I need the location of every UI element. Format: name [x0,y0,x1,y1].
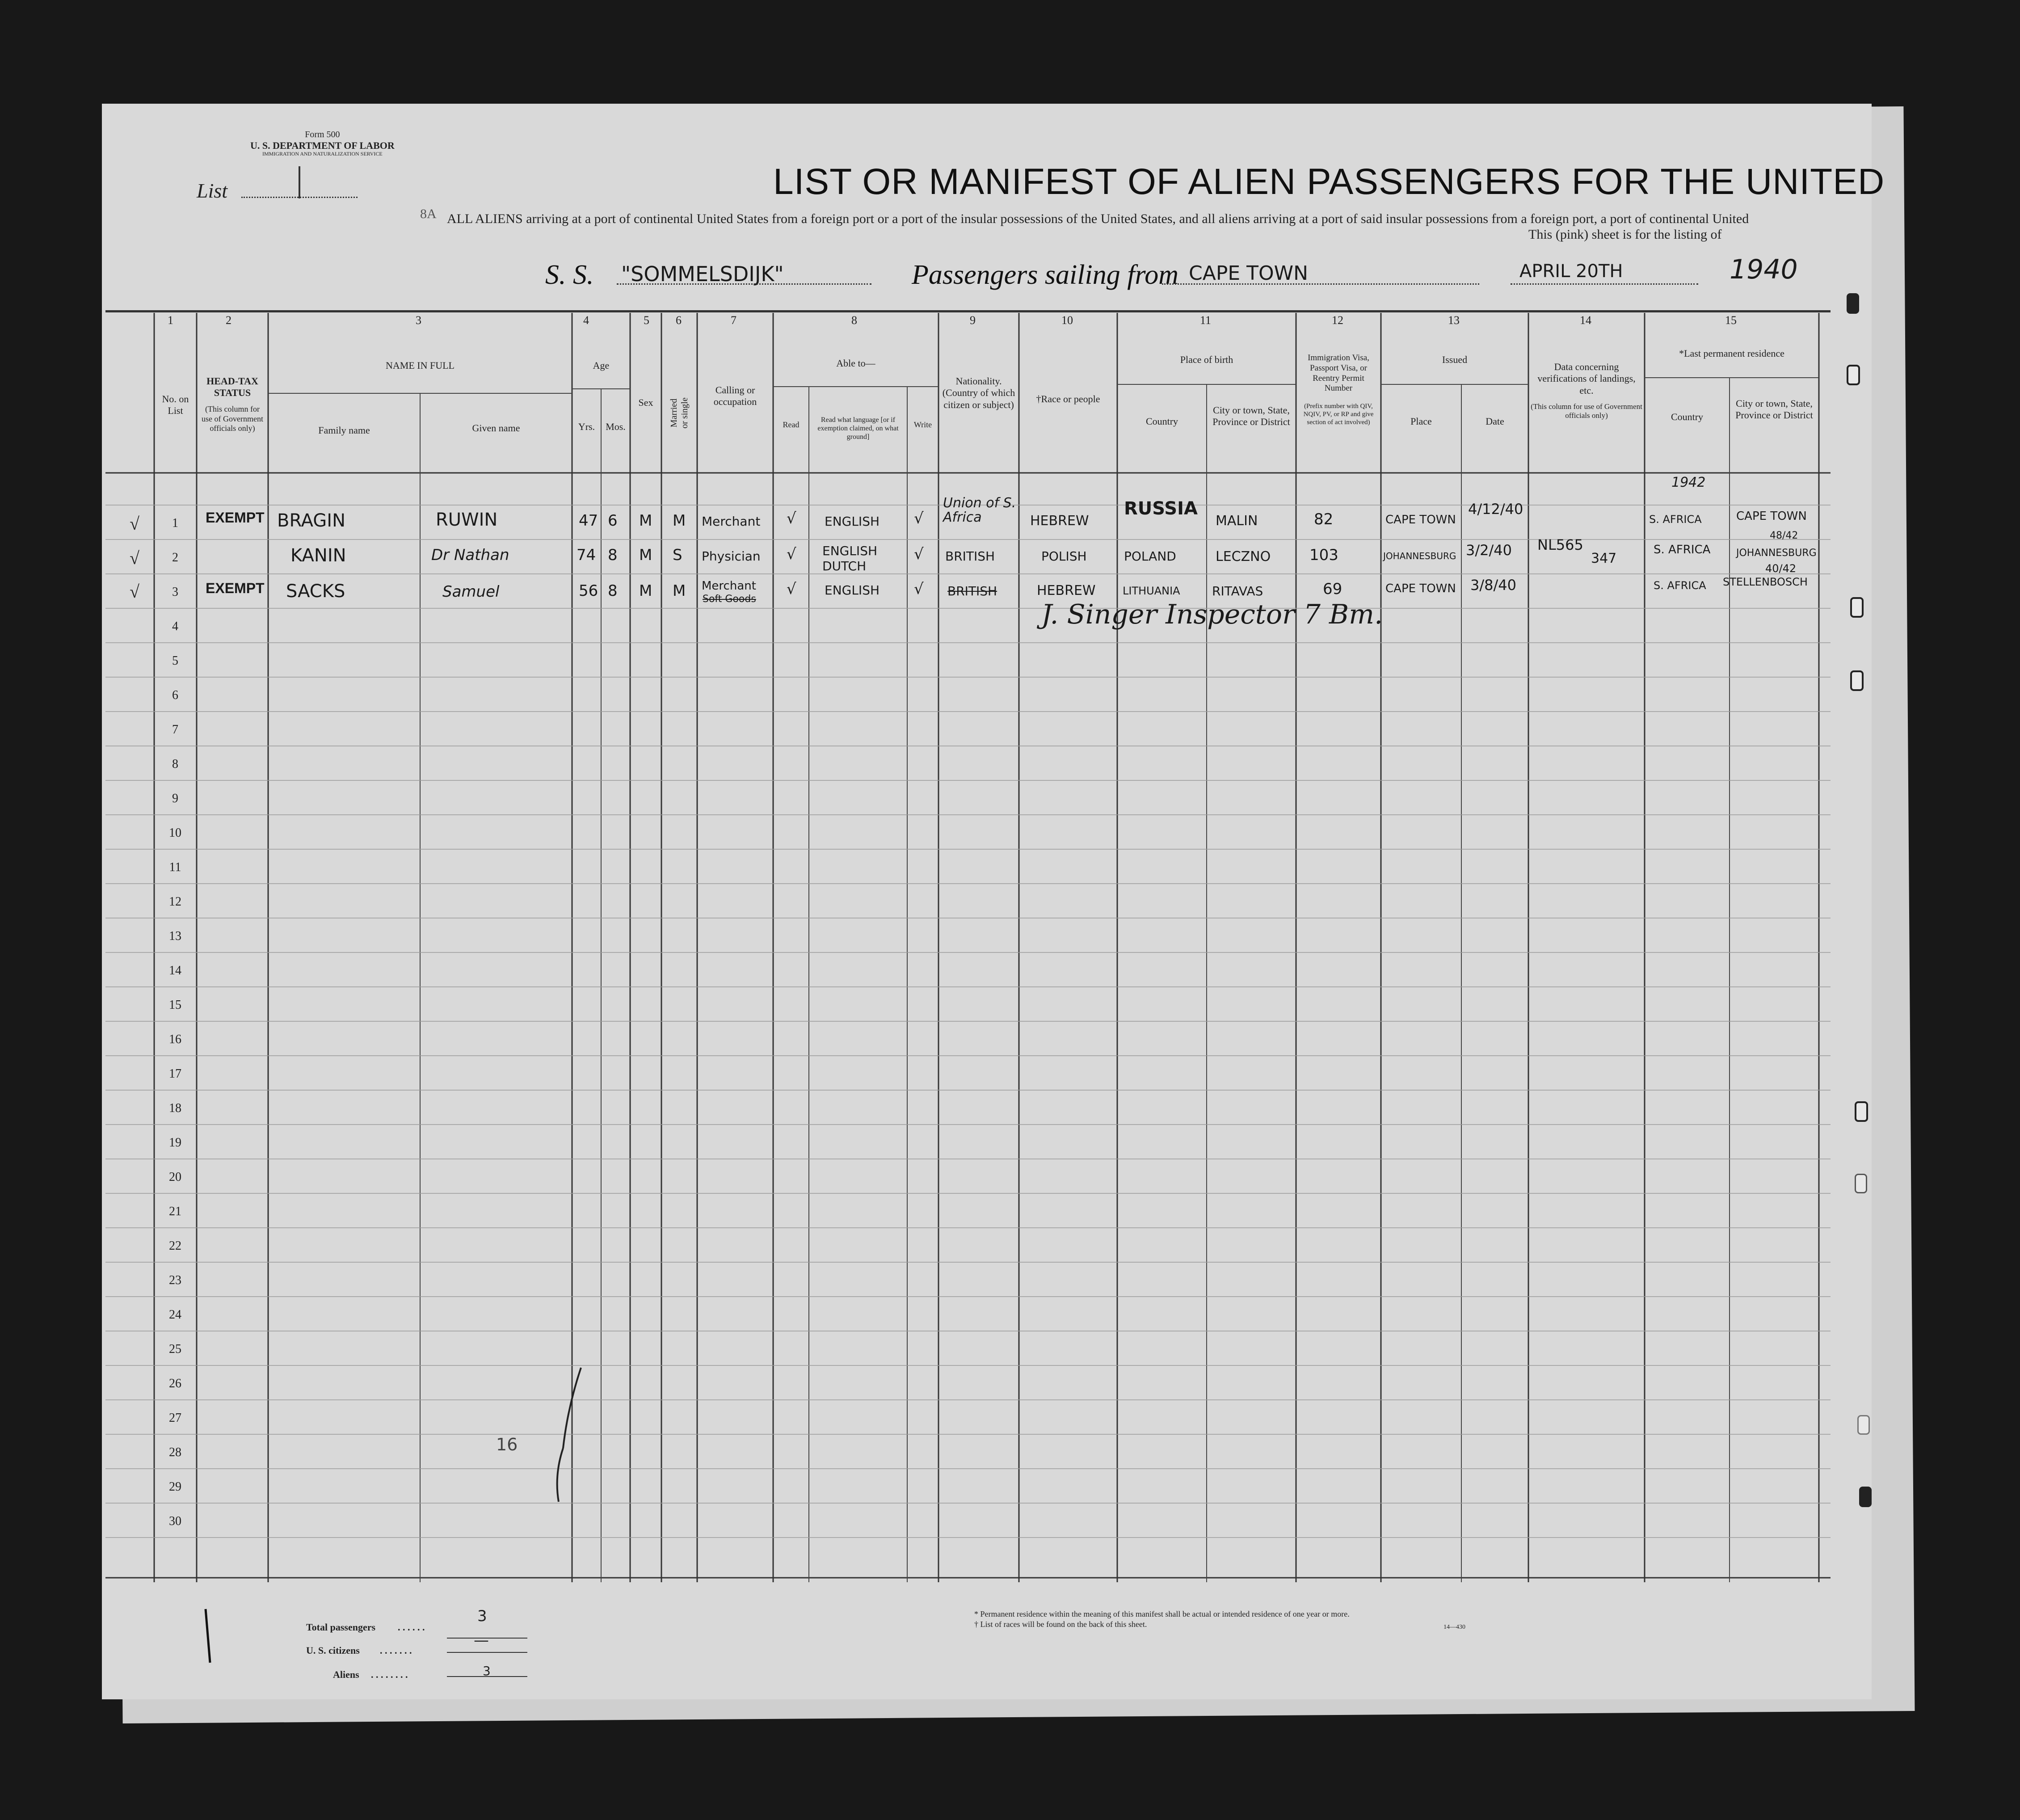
read: √ [787,580,796,598]
subtitle-2: This (pink) sheet is for the listing of [1528,227,1722,242]
language: ENGLISH [822,543,878,558]
nationality: BRITISH [947,584,997,598]
header-birth: Place of birth [1180,354,1233,365]
col-num-10: 10 [1061,314,1073,327]
sailing-label: Passengers sailing from [912,260,1179,290]
given-name: RUWIN [436,510,498,530]
binder-hole [1855,1101,1868,1122]
race: HEBREW [1037,583,1096,598]
visa-number: 69 [1323,580,1342,598]
col-num-13: 13 [1448,314,1460,327]
birth-country: LITHUANIA [1123,585,1180,597]
header-nationality: Nationality. (Country of which citizen or subject) [942,375,1015,410]
service: IMMIGRATION AND NATURALIZATION SERVICE [262,151,383,157]
sex: M [639,582,652,600]
race: HEBREW [1030,513,1089,529]
header-able: Able to— [836,358,875,369]
ship-name: "SOMMELSDIJK" [621,262,784,286]
calling: Physician [702,549,761,564]
check-mark: √ [130,581,139,602]
col-num-2: 2 [226,314,231,327]
col-num-1: 1 [168,314,173,327]
verification: NL565 [1537,536,1583,553]
col-num-9: 9 [970,314,976,327]
binder-hole [1857,1415,1870,1435]
check-mark: √ [130,548,139,568]
col-num-5: 5 [644,314,649,327]
row-number: 13 [169,929,181,943]
header-race: †Race or people [1036,393,1100,404]
row-number: 4 [172,619,178,633]
read: √ [787,545,796,563]
header-mos: Mos. [606,421,626,432]
row-number: 23 [169,1273,181,1287]
header-calling: Calling or occupation [713,384,757,408]
calling-note: Soft Goods [703,594,756,605]
res-note-48-42: 48/42 [1770,530,1798,541]
header-issued-place: Place [1410,416,1432,427]
us-citizens-label: U. S. citizens [306,1645,360,1656]
inspector-signature: J. Singer Inspector 7 Bm. [1041,599,1383,630]
family-name: KANIN [290,545,346,566]
race: POLISH [1041,549,1087,564]
family-name: SACKS [286,581,345,602]
header-write: Write [913,420,932,429]
row-number: 1 [172,516,178,530]
given-name: Dr Nathan [431,546,509,564]
header-issued: Issued [1442,354,1468,365]
res-note-40-42: 40/42 [1765,562,1797,575]
row-number: 26 [169,1377,181,1390]
citizens-dots: . . . . . . . [380,1645,412,1656]
total-passengers: 3 [477,1607,487,1625]
age-years: 47 [579,512,598,530]
col-num-15: 15 [1725,314,1737,327]
form-code: 14—430 [1443,1624,1465,1630]
header-verif-note: (This column for use of Government officials only) [1531,402,1642,420]
issued-place: JOHANNESBURG [1383,551,1456,561]
col-num-8: 8 [851,314,857,327]
row-number: 19 [169,1136,181,1150]
headtax-status: EXEMPT [206,510,265,526]
row-number: 6 [172,688,178,702]
header-res-city: City or town, State, Province or District [1735,398,1813,421]
header-family: Family name [318,425,370,436]
corner-mark: 8A [420,206,437,221]
departure-date: APRIL 20TH [1519,261,1623,282]
birth-city: LECZNO [1216,549,1271,565]
row-number: 10 [169,826,181,840]
binder-hole [1850,670,1864,691]
birth-country: POLAND [1124,549,1176,564]
nationality: Union of S. Africa [943,495,1016,525]
calling: Merchant [702,514,761,529]
given-name: Samuel [442,583,500,601]
check-mark: √ [130,514,139,534]
res-city: STELLENBOSCH [1723,576,1808,588]
total-dots: . . . . . . [398,1622,425,1633]
form-number: Form 500 [305,130,340,139]
col-num-7: 7 [731,314,736,327]
nationality: BRITISH [945,549,995,564]
header-res-country: Country [1671,411,1704,422]
sex: M [639,546,652,564]
header-age: Age [593,360,610,371]
res-note-1942: 1942 [1671,475,1706,490]
issued-place: CAPE TOWN [1385,513,1456,527]
binder-hole [1855,1174,1867,1193]
header-birth-city: City or town, State, Province or District [1212,404,1290,428]
issued-date: 3/2/40 [1466,542,1512,559]
binder-hole [1847,365,1860,385]
binder-hole [1850,597,1864,618]
birth-city: MALIN [1216,513,1258,529]
row-number: 3 [172,585,178,599]
row-number: 30 [169,1514,181,1528]
aliens-dots: . . . . . . . . [371,1669,408,1680]
row-number: 8 [172,757,178,771]
res-country: S. AFRICA [1654,579,1706,592]
row-number: 11 [169,860,181,874]
headtax-status: EXEMPT [206,580,265,596]
married: M [673,512,686,530]
header-birth-country: Country [1145,416,1178,427]
row-number: 28 [169,1445,181,1459]
write: √ [914,545,924,563]
departure-port: CAPE TOWN [1189,262,1309,285]
header-headtax: HEAD-TAX STATUS [206,375,258,399]
ss-label: S. S. [545,260,594,290]
row-number: 2 [172,551,178,565]
aliens-label: Aliens [333,1669,359,1680]
header-headtax-note: (This column for use of Government officials only) [202,404,263,433]
calling: Merchant [702,579,756,593]
us-citizens: — [474,1631,489,1649]
row-number: 7 [172,723,178,737]
read: √ [787,510,796,527]
binder-hole [1847,293,1859,314]
mark-16: 16 [496,1435,518,1454]
aliens-line [447,1676,527,1677]
header-issued-date: Date [1486,416,1504,427]
issued-date: 4/12/40 [1468,501,1523,518]
binder-hole [1859,1487,1872,1507]
age-years: 74 [577,546,596,564]
total-line [447,1638,527,1639]
language: ENGLISH [825,583,880,598]
row-number: 20 [169,1170,181,1184]
row-number: 12 [169,895,181,909]
row-number: 21 [169,1205,181,1218]
language-2: DUTCH [822,559,867,573]
res-city: JOHANNESBURG [1736,548,1817,559]
family-name: BRAGIN [277,510,345,531]
list-label: List [197,179,228,202]
age-years: 56 [579,582,598,600]
subtitle: ALL ALIENS arriving at a port of continental United States from a foreign port or a port of the insular possessions of the United States, and all aliens arriving at a port of said insular possessions from a foreign port, a port of continental United [447,211,1749,226]
row-number: 18 [169,1101,181,1115]
total-passengers-label: Total passengers [306,1622,376,1633]
sex: M [639,512,652,530]
footnotes [974,1609,1350,1629]
write: √ [914,510,924,527]
header-residence: *Last permanent residence [1679,348,1784,359]
age-months: 8 [608,546,618,564]
row-number: 27 [169,1411,181,1425]
issued-date: 3/8/40 [1470,577,1516,594]
col-num-12: 12 [1332,314,1343,327]
res-country: S. AFRICA [1649,513,1702,526]
footnote-races: † List of races will be found on the back of this sheet. [974,1619,1147,1629]
age-months: 6 [608,512,618,530]
row-number: 24 [169,1308,181,1322]
row-number: 22 [169,1239,181,1253]
row-number: 15 [169,998,181,1012]
header-visa-note: (Prefix number with QIV, NQIV, PV, or RP and give section of act involved) [1303,403,1374,426]
row-number: 9 [172,792,178,805]
visa-number: 82 [1314,510,1334,528]
col-num-14: 14 [1580,314,1591,327]
departure-year: 1940 [1730,254,1798,285]
page-title: LIST OR MANIFEST OF ALIEN PASSENGERS FOR THE UNITED [773,161,1885,202]
birth-country: RUSSIA [1124,498,1198,519]
married: M [673,582,686,600]
verification-2: 347 [1591,551,1617,566]
language: ENGLISH [825,514,880,529]
issued-place: CAPE TOWN [1385,582,1456,595]
header-verif: Data concerning verifications of landings, etc. [1537,361,1636,396]
col-num-6: 6 [676,314,682,327]
row-number: 25 [169,1342,181,1356]
header-married: Married or single [669,397,690,429]
header-given: Given name [472,422,520,434]
birth-city: RITAVAS [1212,584,1263,598]
row-number: 17 [169,1067,181,1081]
header-read: Read [783,420,800,429]
department: U. S. DEPARTMENT OF LABOR [250,140,395,151]
aliens: 3 [483,1664,491,1678]
col-num-11: 11 [1200,314,1212,327]
citizens-line [447,1652,527,1653]
header-no: No. on List [162,393,189,417]
res-country: S. AFRICA [1654,543,1711,556]
visa-number: 103 [1309,546,1338,564]
header-yrs: Yrs. [578,421,595,432]
header-sex: Sex [638,397,653,408]
married: S [673,546,682,564]
row-number: 29 [169,1480,181,1494]
col-num-3: 3 [416,314,421,327]
res-city: CAPE TOWN [1736,510,1807,523]
footnote-residence: * Permanent residence within the meaning of this manifest shall be actual or intended residence of one year or more. [974,1609,1350,1618]
header-visa: Immigration Visa, Passport Visa, or Reentry Permit Number [1308,353,1369,393]
col-num-4: 4 [583,314,589,327]
write: √ [914,580,924,598]
row-number: 16 [169,1032,181,1046]
header-read-lang: Read what language [or if exemption claimed, on what ground] [817,416,899,441]
row-number: 5 [172,654,178,668]
row-number: 14 [169,964,181,977]
age-months: 8 [608,582,618,600]
header-name: NAME IN FULL [386,360,454,371]
